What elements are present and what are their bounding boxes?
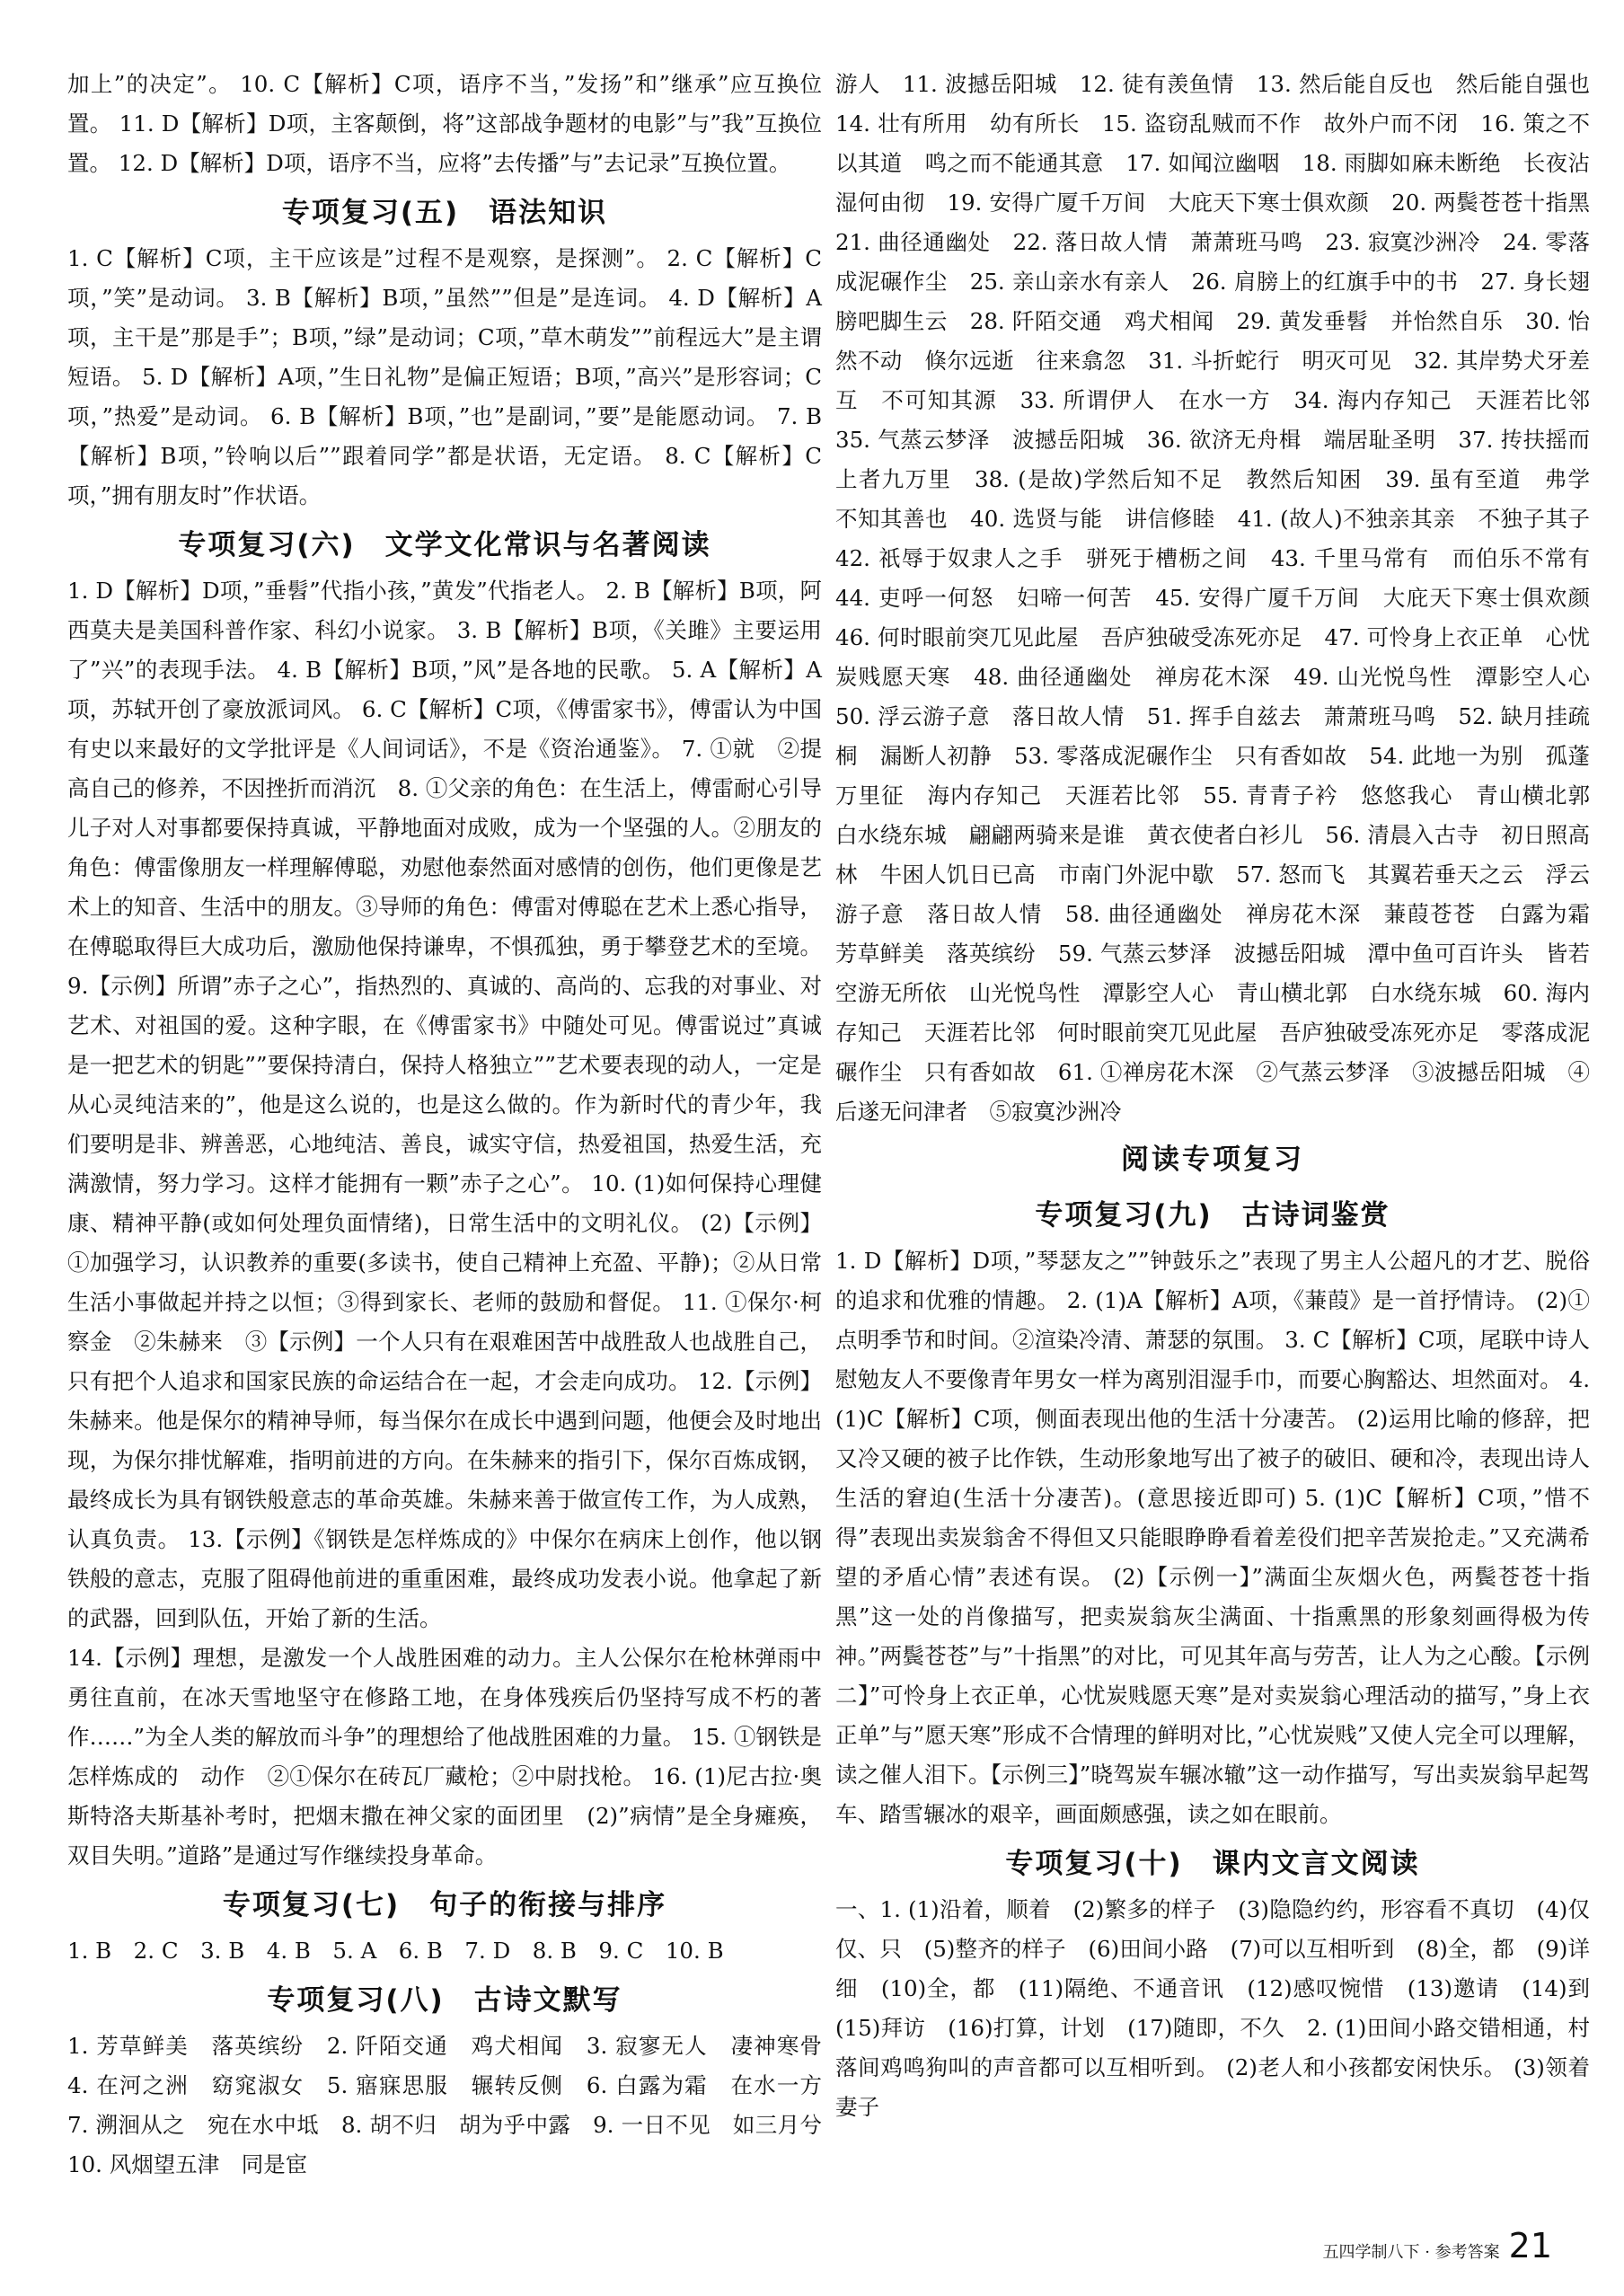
answer-paragraph: 1. D【解析】D项，”垂髫”代指小孩，”黄发”代指老人。 2. B【解析】B项，阿西莫夫是美国科普作家、科幻小说家。 3. B【解析】B项，《关雎》主要运用了”兴”的表现手法。 4. B【解析】B项，”风”是各地的民歌。 5. A【解析】A项，苏轼开创了豪放派词风。 6. C【解析】C项，《傅雷家书》，傅雷认为中国有史以来最好的文学批评是《人间词话》，不是《资治通鉴》。 7. ①就 ②提高自己的修养，不因挫折而消沉 8. ①父亲的角色：在生活上，傅雷耐心引导儿子对人对事都要保持真诚，平静地面对成败，成为一个坚强的人。②朋友的角色：傅雷像朋友一样理解傅聪，劝慰他泰然面对感情的创伤，他们更像是艺术上的知音、生活中的朋友。③导师的角色：傅雷对傅聪在艺术上悉心指导，在傅聪取得巨大成功后，激励他保持谦卑，不惧孤独，勇于攀登艺术的至境。 9.【示例】所谓”赤子之心”，指热烈的、真诚的、高尚的、忘我的对事业、对艺术、对祖国的爱。这种字眼，在《傅雷家书》中随处可见。傅雷说过”真诚是一把艺术的钥匙””要保持清白，保持人格独立””艺术要表现的动人，一定是从心灵纯洁来的”，他是这么说的，也是这么做的。作为新时代的青少年，我们要明是非、辨善恶，心地纯洁、善良，诚实守信，热爱祖国，热爱生活，充满激情，努力学习。这样才能拥有一颗”赤子之心”。 10. (1)如何保持心理健康、精神平静(或如何处理负面情绪)，日常生活中的文明礼仪。 (2)【示例】①加强学习，认识教养的重要(多读书，使自己精神上充盈、平静)；②从日常生活小事做起并持之以恒；③得到家长、老师的鼓励和督促。 11. ①保尔·柯察金 ②朱赫来 ③【示例】一个人只有在艰难困苦中战胜敌人也战胜自己，只有把个人追求和国家民族的命运结合在一起，才会走向成功。 12.【示例】朱赫来。他是保尔的精神导师，每当保尔在成长中遇到问题，他便会及时地出现，为保尔排忧解难，指明前进的方向。在朱赫来的指引下，保尔百炼成钢，最终成长为具有钢铁般意志的革命英雄。朱赫来善于做宣传工作，为人成熟，认真负责。 13.【示例】《钢铁是怎样炼成的》中保尔在病床上创作，他以钢铁般的意志，克服了阻碍他前进的重重困难，最终成功发表小说。他拿起了新的武器，回到队伍，开始了新的生活。 xyxy=(67,578,822,1631)
answer-paragraph: 一、1. (1)沿着，顺着 (2)繁多的样子 (3)隐隐约约，形容看不真切 (4)仅仅、只 (5)整齐的样子 (6)田间小路 (7)可以互相听到 (8)全，都 (9)详细 (10)全，都 (11)隔绝、不通音讯 (12)感叹惋惜 (13)邀请 (14)到 (15)拜访 (16)打算，计划 (17)随即，不久 2. (1)田间小路交错相通，村落间鸡鸣狗叫的声音都可以互相听到。 (2)老人和小孩都安闲快乐。 (3)领着妻子 xyxy=(835,1896,1612,2120)
answer-paragraph: 游人 11. 波撼岳阳城 12. 徒有羡鱼情 13. 然后能自反也 然后能自强也 14. 壮有所用 幼有所长 15. 盗窃乱贼而不作 故外户而不闭 16. 策之不以其道 鸣之而不能通其意 17. 如闻泣幽咽 18. 雨脚如麻未断绝 长夜沾湿何由彻 19. 安得广厦千万间 大庇天下寒士俱欢颜 20. 两鬓苍苍十指黑 21. 曲径通幽处 22. 落日故人情 萧萧班马鸣 23. 寂寞沙洲冷 24. 零落成泥碾作尘 25. 亲山亲水有亲人 26. 肩膀上的红旗手中的书 27. 身长翅膀吧脚生云 28. 阡陌交通 鸡犬相闻 29. 黄发垂髫 并怡然自乐 30. 怡然不动 倏尔远逝 往来翕忽 31. 斗折蛇行 明灭可见 32. 其岸势犬牙差互 不可知其源 33. 所谓伊人 在水一方 34. 海内存知己 天涯若比邻 35. 气蒸云梦泽 波撼岳阳城 36. 欲济无舟楫 端居耻圣明 37. 抟扶摇而上者九万里 38. (是故)学然后知不足 教然后知困 39. 虽有至道 弗学 不知其善也 40. 选贤与能 讲信修睦 41. (故人)不独亲其亲 不独子其子 42. 祇辱于奴隶人之手 骈死于槽枥之间 43. 千里马常有 而伯乐不常有 44. 吏呼一何怒 妇啼一何苦 45. 安得广厦千万间 大庇天下寒士俱欢颜 46. 何时眼前突兀见此屋 吾庐独破受冻死亦足 47. 可怜身上衣正单 心忧炭贱愿天寒 48. 曲径通幽处 禅房花木深 49. 山光悦鸟性 潭影空人心 50. 浮云游子意 落日故人情 51. 挥手自兹去 萧萧班马鸣 52. 缺月挂疏桐 漏断人初静 53. 零落成泥碾作尘 只有香如故 54. 此地一为别 孤蓬万里征 海内存知己 天涯若比邻 55. 青青子衿 悠悠我心 青山横北郭 白水绕东城 翩翩两骑来是谁 黄衣使者白衫儿 56. 清晨入古寺 初日照高林 牛困人饥日已高 市南门外泥中歇 57. 怒而飞 其翼若垂天之云 浮云游子意 落日故人情 58. 曲径通幽处 禅房花木深 蒹葭苍苍 白露为霜 芳草鲜美 落英缤纷 59. 气蒸云梦泽 波撼岳阳城 潭中鱼可百许头 皆若空游无所依 山光悦鸟性 潭影空人心 青山横北郭 白水绕东城 60. 海内存知己 天涯若比邻 何时眼前突兀见此屋 吾庐独破受冻死亦足 零落成泥碾作尘 只有香如故 61. ①禅房花木深 ②气蒸云梦泽 ③波撼岳阳城 ④后遂无问津者 ⑤寂寞沙洲冷 xyxy=(835,71,1612,1125)
answer-paragraph: 1. 芳草鲜美 落英缤纷 2. 阡陌交通 鸡犬相闻 3. 寂寥无人 凄神寒骨 4. 在河之洲 窈窕淑女 5. 寤寐思服 辗转反侧 6. 白露为霜 在水一方 7. 溯洄从之 宛在水中坻 8. 胡不归 胡为乎中露 9. 一日不见 如三月兮 10. 风烟望五津 同是宦 xyxy=(67,2033,844,2177)
section-heading: 专项复习(八) 古诗文默写 xyxy=(267,1984,622,2017)
footer-label: 五四学制八下 · 参考答案 xyxy=(1322,2243,1500,2262)
answer-paragraph: 1. B 2. C 3. B 4. B 5. A 6. B 7. D 8. B 9. C 10. B xyxy=(67,1938,724,1964)
right-column xyxy=(835,65,1612,2127)
section-heading: 专项复习(九) 古诗词鉴赏 xyxy=(1035,1199,1390,1232)
answer-paragraph: 1. D【解析】D项，”琴瑟友之””钟鼓乐之”表现了男主人公超凡的才艺、脱俗的追求和优雅的情趣。 2. (1)A【解析】A项，《蒹葭》是一首抒情诗。 (2)①点明季节和时间。②渲染冷清、萧瑟的氛围。 3. C【解析】C项，尾联中诗人慰勉友人不要像青年男女一样为离别泪湿手巾，而要心胸豁达、坦然面对。 4. (1)C【解析】C项，侧面表现出他的生活十分凄苦。 (2)运用比喻的修辞，把又冷又硬的被子比作铁，生动形象地写出了被子的破旧、硬和冷，表现出诗人生活的窘迫(生活十分凄苦)。(意思接近即可) 5. (1)C【解析】C项，”惜不得”表现出卖炭翁舍不得但又只能眼睁睁看着差役们把辛苦炭抢走。”又充满希望的矛盾心情”表述有误。 (2)【示例一】”满面尘灰烟火色，两鬓苍苍十指黑”这一处的肖像描写，把卖炭翁灰尘满面、十指熏黑的形象刻画得极为传神。”两鬓苍苍”与”十指黑”的对比，可见其年高与劳苦，让人为之心酸。【示例二】”可怜身上衣正单，心忧炭贱愿天寒”是对卖炭翁心理活动的描写，”身上衣正单”与”愿天寒”形成不合情理的鲜明对比，”心忧炭贱”又使人完全可以理解，读之催人泪下。【示例三】”晓驾炭车辗冰辙”这一动作描写，写出卖炭翁早起驾车、踏雪辗冰的艰辛，画面颇感强，读之如在眼前。 xyxy=(835,1248,1590,1827)
section-main-heading: 阅读专项复习 xyxy=(1121,1144,1304,1176)
section-heading: 专项复习(六) 文学文化常识与名著阅读 xyxy=(178,529,711,561)
answer-paragraph: 加上”的决定”。 10. C【解析】C项，语序不当，”发扬”和”继承”应互换位置。 11. D【解析】D项，主客颠倒，将”这部战争题材的电影”与”我”互换位置。 12. D【解析】D项，语序不当，应将”去传播”与”去记录”互换位置。 xyxy=(67,71,822,176)
page-number: 21 xyxy=(1508,2226,1552,2265)
section-heading: 专项复习(五) 语法知识 xyxy=(281,197,608,229)
answer-paragraph: 14.【示例】理想，是激发一个人战胜困难的动力。主人公保尔在枪林弹雨中勇往直前，在冰天雪地坚守在修路工地，在身体残疾后仍坚持写成不朽的著作……”为全人类的解放而斗争”的理想给了他战胜困难的力量。 15. ①钢铁是怎样炼成的 动作 ②①保尔在砖瓦厂藏枪；②中尉找枪。 16. (1)尼古拉·奥斯特洛夫斯基补考时，把烟末撒在神父家的面团里 (2)”病情”是全身瘫痪，双目失明。”道路”是通过写作继续投身革命。 xyxy=(67,1645,822,1868)
answer-paragraph: 1. C【解析】C项，主干应该是”过程不是观察，是探测”。 2. C【解析】C项，”笑”是动词。 3. B【解析】B项，”虽然””但是”是连词。 4. D【解析】A项，主干是”那是手”；B项，”绿”是动词；C项，”草木萌发””前程远大”是主谓短语。 5. D【解析】A项，”生日礼物”是偏正短语；B项，”高兴”是形容词；C项，”热爱”是动词。 6. B【解析】B项，”也”是副词，”要”是能愿动词。 7. B【解析】B项，”铃响以后””跟着同学”都是状语，无定语。 8. C【解析】C项，”拥有朋友时”作状语。 xyxy=(67,245,822,508)
section-heading: 专项复习(十) 课内文言文阅读 xyxy=(1005,1848,1420,1880)
left-column xyxy=(67,65,844,2185)
section-heading: 专项复习(七) 句子的衔接与排序 xyxy=(222,1889,667,1921)
page-footer xyxy=(1322,2228,1552,2264)
